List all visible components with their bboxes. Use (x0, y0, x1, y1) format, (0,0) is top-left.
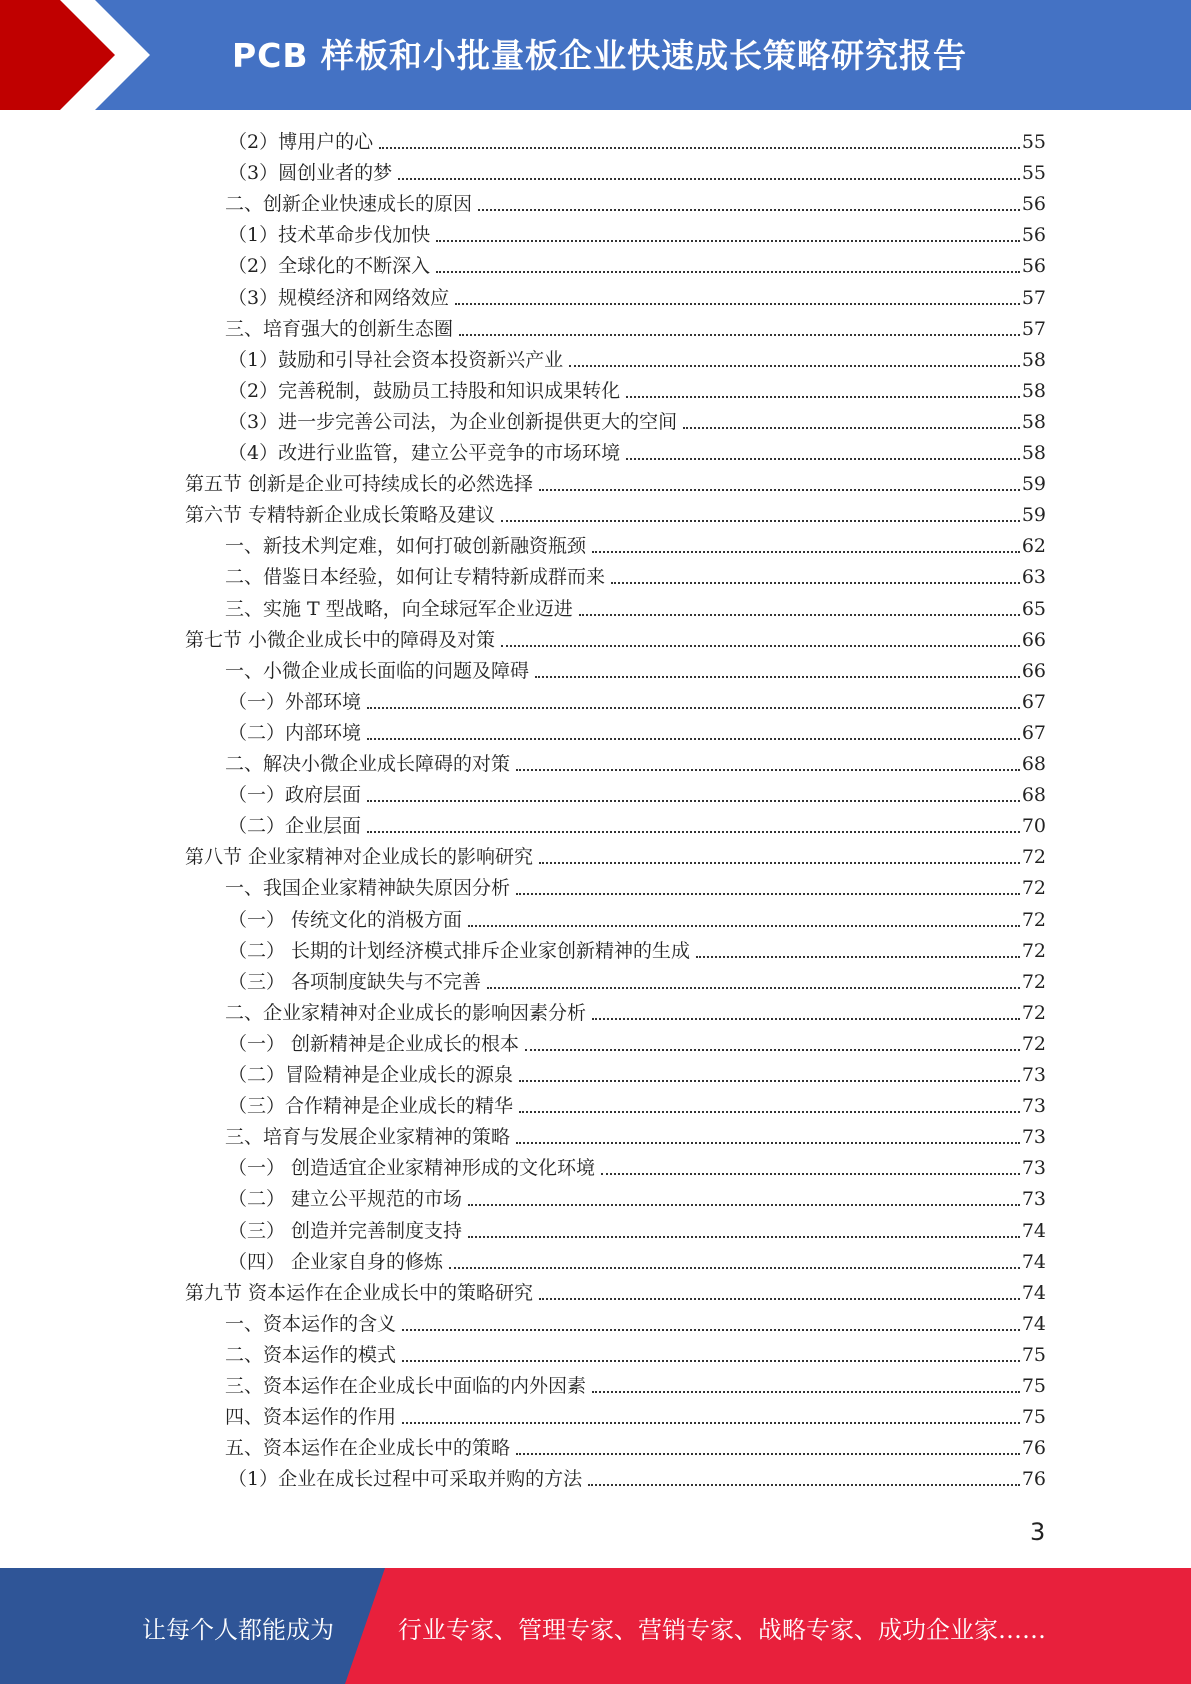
toc-entry (185, 842, 1046, 873)
toc-entry-page: 72 (1021, 877, 1046, 900)
toc-entry (225, 1402, 1046, 1433)
toc-entry (225, 531, 1046, 562)
toc-entry (225, 189, 1046, 220)
toc-entry (225, 998, 1046, 1029)
toc-entry (228, 438, 1046, 469)
toc-entry-page: 67 (1021, 690, 1046, 713)
toc-entry-label: 第八节 企业家精神对企业成长的影响研究 (185, 846, 534, 869)
toc-dot-leader (478, 189, 1020, 211)
toc-entry-label: （3）进一步完善公司法，为企业创新提供更大的空间 (228, 410, 678, 433)
toc-entry-page: 65 (1021, 597, 1046, 620)
toc-dot-leader (601, 1153, 1020, 1175)
toc-entry-page: 58 (1021, 442, 1046, 464)
footer-slogan-right: 行业专家、管理专家、营销专家、战略专家、成功企业家…… (398, 1616, 1046, 1644)
toc-entry-page: 56 (1021, 255, 1046, 278)
toc-dot-leader (626, 376, 1020, 398)
toc-entry-label: （二） 长期的计划经济模式排斥企业家创新精神的生成 (228, 939, 691, 962)
toc-dot-leader (402, 1340, 1020, 1362)
toc-entry (228, 251, 1046, 282)
toc-entry-label: 三、实施 T 型战略，向全球冠军企业迈进 (225, 597, 573, 620)
toc-entry-label: 第七节 小微企业成长中的障碍及对策 (185, 628, 496, 651)
toc-entry (228, 967, 1046, 998)
toc-entry-label: （三） 各项制度缺失与不完善 (228, 970, 482, 993)
toc-entry (225, 562, 1046, 593)
toc-entry (228, 407, 1046, 438)
toc-dot-leader (501, 500, 1020, 522)
toc-entry-label: 一、资本运作的含义 (225, 1312, 397, 1335)
toc-entry (228, 687, 1046, 718)
toc-dot-leader (367, 780, 1020, 802)
toc-dot-leader (539, 469, 1020, 491)
toc-dot-leader (516, 749, 1020, 771)
toc-entry (185, 500, 1046, 531)
toc-entry (228, 127, 1046, 158)
toc-entry-page: 66 (1021, 659, 1046, 682)
toc-entry-page: 72 (1021, 908, 1046, 931)
toc-entry-label: （1）鼓励和引导社会资本投资新兴产业 (228, 348, 564, 371)
toc-entry-label: 三、培育强大的创新生态圈 (225, 317, 454, 340)
toc-entry (225, 1340, 1046, 1371)
toc-dot-leader (516, 1122, 1020, 1144)
toc-entry-page: 63 (1021, 566, 1046, 589)
toc-dot-leader (611, 562, 1020, 584)
toc-entry-page: 75 (1021, 1375, 1046, 1397)
toc-entry-page: 55 (1021, 162, 1046, 185)
toc-entry-label: （4）改进行业监管，建立公平竞争的市场环境 (228, 442, 621, 464)
toc-entry (225, 314, 1046, 345)
toc-entry (228, 1060, 1046, 1091)
toc-entry-page: 72 (1021, 846, 1046, 869)
toc-entry-page: 66 (1021, 628, 1046, 651)
toc-entry (228, 811, 1046, 842)
toc-entry-page: 67 (1021, 721, 1046, 744)
toc-dot-leader (592, 531, 1020, 553)
toc-entry-page: 75 (1021, 1343, 1046, 1366)
toc-dot-leader (487, 967, 1020, 989)
toc-entry-label: （2）全球化的不断深入 (228, 255, 431, 278)
document-title: PCB 样板和小批量板企业快速成长策略研究报告 (232, 36, 968, 75)
toc-entry-page: 57 (1021, 286, 1046, 309)
toc-dot-leader (398, 158, 1020, 180)
toc-entry-label: （3）圆创业者的梦 (228, 162, 393, 185)
toc-dot-leader (367, 687, 1020, 709)
toc-entry-label: 三、资本运作在企业成长中面临的内外因素 (225, 1375, 587, 1397)
toc-entry-label: 二、资本运作的模式 (225, 1343, 397, 1366)
toc-entry-page: 73 (1021, 1064, 1046, 1086)
toc-entry (228, 1184, 1046, 1215)
toc-entry-page: 58 (1021, 379, 1046, 402)
toc-entry-page: 73 (1021, 1188, 1046, 1211)
footer-slogan-left: 让每个人都能成为 (142, 1616, 334, 1644)
toc-dot-leader (379, 127, 1020, 149)
toc-entry (228, 1091, 1046, 1122)
toc-dot-leader (683, 407, 1020, 429)
toc-entry-page: 56 (1021, 224, 1046, 247)
toc-entry (228, 1153, 1046, 1184)
toc-entry-label: （二）冒险精神是企业成长的源泉 (228, 1064, 514, 1086)
toc-entry-label: 第九节 资本运作在企业成长中的策略研究 (185, 1281, 534, 1304)
toc-entry (225, 1122, 1046, 1153)
page-number: 3 (1030, 1518, 1046, 1546)
toc-entry-page: 58 (1021, 410, 1046, 433)
toc-dot-leader (402, 1309, 1020, 1331)
toc-entry-page: 72 (1021, 939, 1046, 962)
toc-entry-label: （一）政府层面 (228, 784, 362, 807)
toc-dot-leader (525, 1029, 1020, 1051)
toc-entry (225, 873, 1046, 904)
toc-entry (228, 936, 1046, 967)
toc-entry-page: 55 (1021, 131, 1046, 153)
toc-entry-label: （一） 创新精神是企业成长的根本 (228, 1032, 520, 1055)
toc-dot-leader (516, 873, 1020, 895)
toc-entry-page: 74 (1021, 1281, 1046, 1304)
page-footer (0, 1568, 1191, 1684)
toc-entry-page: 76 (1021, 1468, 1046, 1491)
toc-entry-label: 四、资本运作的作用 (225, 1406, 397, 1429)
toc-entry-page: 72 (1021, 970, 1046, 993)
toc-dot-leader (468, 905, 1020, 927)
toc-dot-leader (367, 718, 1020, 740)
toc-dot-leader (539, 842, 1020, 864)
toc-entry-page: 73 (1021, 1126, 1046, 1149)
toc-entry-label: 五、资本运作在企业成长中的策略 (225, 1437, 511, 1460)
toc-entry-page: 68 (1021, 784, 1046, 807)
toc-entry (228, 220, 1046, 251)
toc-entry (228, 1464, 1046, 1495)
toc-entry (228, 780, 1046, 811)
toc-entry (228, 158, 1046, 189)
toc-entry-label: （1）技术革命步伐加快 (228, 224, 431, 247)
toc-entry-label: （四） 企业家自身的修炼 (228, 1250, 444, 1273)
toc-entry-page: 59 (1021, 504, 1046, 527)
toc-entry-label: （一） 传统文化的消极方面 (228, 908, 463, 931)
toc-dot-leader (579, 594, 1020, 616)
toc-dot-leader (459, 314, 1020, 336)
header-arrow-icon (0, 0, 160, 110)
toc-entry (228, 1247, 1046, 1278)
toc-dot-leader (516, 1433, 1020, 1455)
toc-entry-page: 56 (1021, 193, 1046, 216)
toc-dot-leader (588, 1464, 1020, 1486)
toc-entry-label: 一、我国企业家精神缺失原因分析 (225, 877, 511, 900)
toc-entry (228, 1216, 1046, 1247)
toc-entry-label: （1）企业在成长过程中可采取并购的方法 (228, 1468, 583, 1491)
toc-entry-page: 72 (1021, 1001, 1046, 1024)
page-header (0, 0, 1191, 110)
toc-entry-page: 74 (1021, 1312, 1046, 1335)
toc-entry-label: （一）外部环境 (228, 690, 362, 713)
toc-entry-label: 二、企业家精神对企业成长的影响因素分析 (225, 1001, 587, 1024)
toc-entry-label: 三、培育与发展企业家精神的策略 (225, 1126, 511, 1149)
toc-dot-leader (569, 345, 1020, 367)
toc-entry (185, 1278, 1046, 1309)
toc-dot-leader (535, 656, 1020, 678)
toc-entry-label: 第六节 专精特新企业成长策略及建议 (185, 504, 496, 527)
toc-dot-leader (592, 998, 1020, 1020)
toc-entry (225, 594, 1046, 625)
toc-dot-leader (539, 1278, 1020, 1300)
toc-entry-label: 二、借鉴日本经验，如何让专精特新成群而来 (225, 566, 606, 589)
toc-entry (225, 749, 1046, 780)
toc-entry-page: 59 (1021, 473, 1046, 496)
toc-dot-leader (436, 220, 1020, 242)
toc-dot-leader (696, 936, 1020, 958)
toc-entry-page: 58 (1021, 348, 1046, 371)
toc-entry (228, 905, 1046, 936)
toc-entry-page: 70 (1021, 815, 1046, 838)
toc-entry (185, 469, 1046, 500)
toc-entry (228, 283, 1046, 314)
toc-entry (228, 718, 1046, 749)
toc-entry-page: 74 (1021, 1219, 1046, 1242)
toc-entry-label: （二）内部环境 (228, 721, 362, 744)
toc-dot-leader (626, 438, 1020, 460)
toc-entry-label: （三）合作精神是企业成长的精华 (228, 1095, 514, 1118)
toc-dot-leader (519, 1060, 1020, 1082)
toc-entry-label: （2）完善税制，鼓励员工持股和知识成果转化 (228, 379, 621, 402)
toc-entry-label: （3）规模经济和网络效应 (228, 286, 450, 309)
toc-entry (225, 1309, 1046, 1340)
toc-entry-label: 第五节 创新是企业可持续成长的必然选择 (185, 473, 534, 496)
toc-entry-page: 73 (1021, 1157, 1046, 1180)
toc-entry-label: （三） 创造并完善制度支持 (228, 1219, 463, 1242)
toc-dot-leader (449, 1247, 1020, 1269)
toc-entry-page: 75 (1021, 1406, 1046, 1429)
toc-entry (228, 376, 1046, 407)
toc-entry-page: 72 (1021, 1032, 1046, 1055)
toc-entry-page: 68 (1021, 753, 1046, 775)
toc-dot-leader (468, 1216, 1020, 1238)
toc-dot-leader (468, 1184, 1020, 1206)
toc-entry (228, 1029, 1046, 1060)
toc-entry (228, 345, 1046, 376)
toc-entry-label: 一、新技术判定难，如何打破创新融资瓶颈 (225, 535, 587, 558)
toc-dot-leader (402, 1402, 1020, 1424)
toc-entry-label: 二、解决小微企业成长障碍的对策 (225, 753, 511, 775)
toc-entry-label: （二）企业层面 (228, 815, 362, 838)
toc-entry (225, 1371, 1046, 1402)
toc-entry-label: （2）博用户的心 (228, 131, 374, 153)
toc-entry-page: 76 (1021, 1437, 1046, 1460)
toc-entry (185, 625, 1046, 656)
toc-entry-label: 二、创新企业快速成长的原因 (225, 193, 473, 216)
toc-dot-leader (436, 251, 1020, 273)
toc-dot-leader (519, 1091, 1020, 1113)
toc-dot-leader (367, 811, 1020, 833)
toc-entry-page: 74 (1021, 1250, 1046, 1273)
toc-dot-leader (592, 1371, 1020, 1393)
toc-entry-label: （二） 建立公平规范的市场 (228, 1188, 463, 1211)
toc-entry-page: 73 (1021, 1095, 1046, 1118)
toc-dot-leader (455, 283, 1020, 305)
toc-entry-page: 62 (1021, 535, 1046, 558)
toc-entry-label: （一） 创造适宜企业家精神形成的文化环境 (228, 1157, 596, 1180)
toc-dot-leader (501, 625, 1020, 647)
toc-entry-label: 一、小微企业成长面临的问题及障碍 (225, 659, 530, 682)
toc-entry (225, 1433, 1046, 1464)
toc-entry (225, 656, 1046, 687)
toc-entry-page: 57 (1021, 317, 1046, 340)
